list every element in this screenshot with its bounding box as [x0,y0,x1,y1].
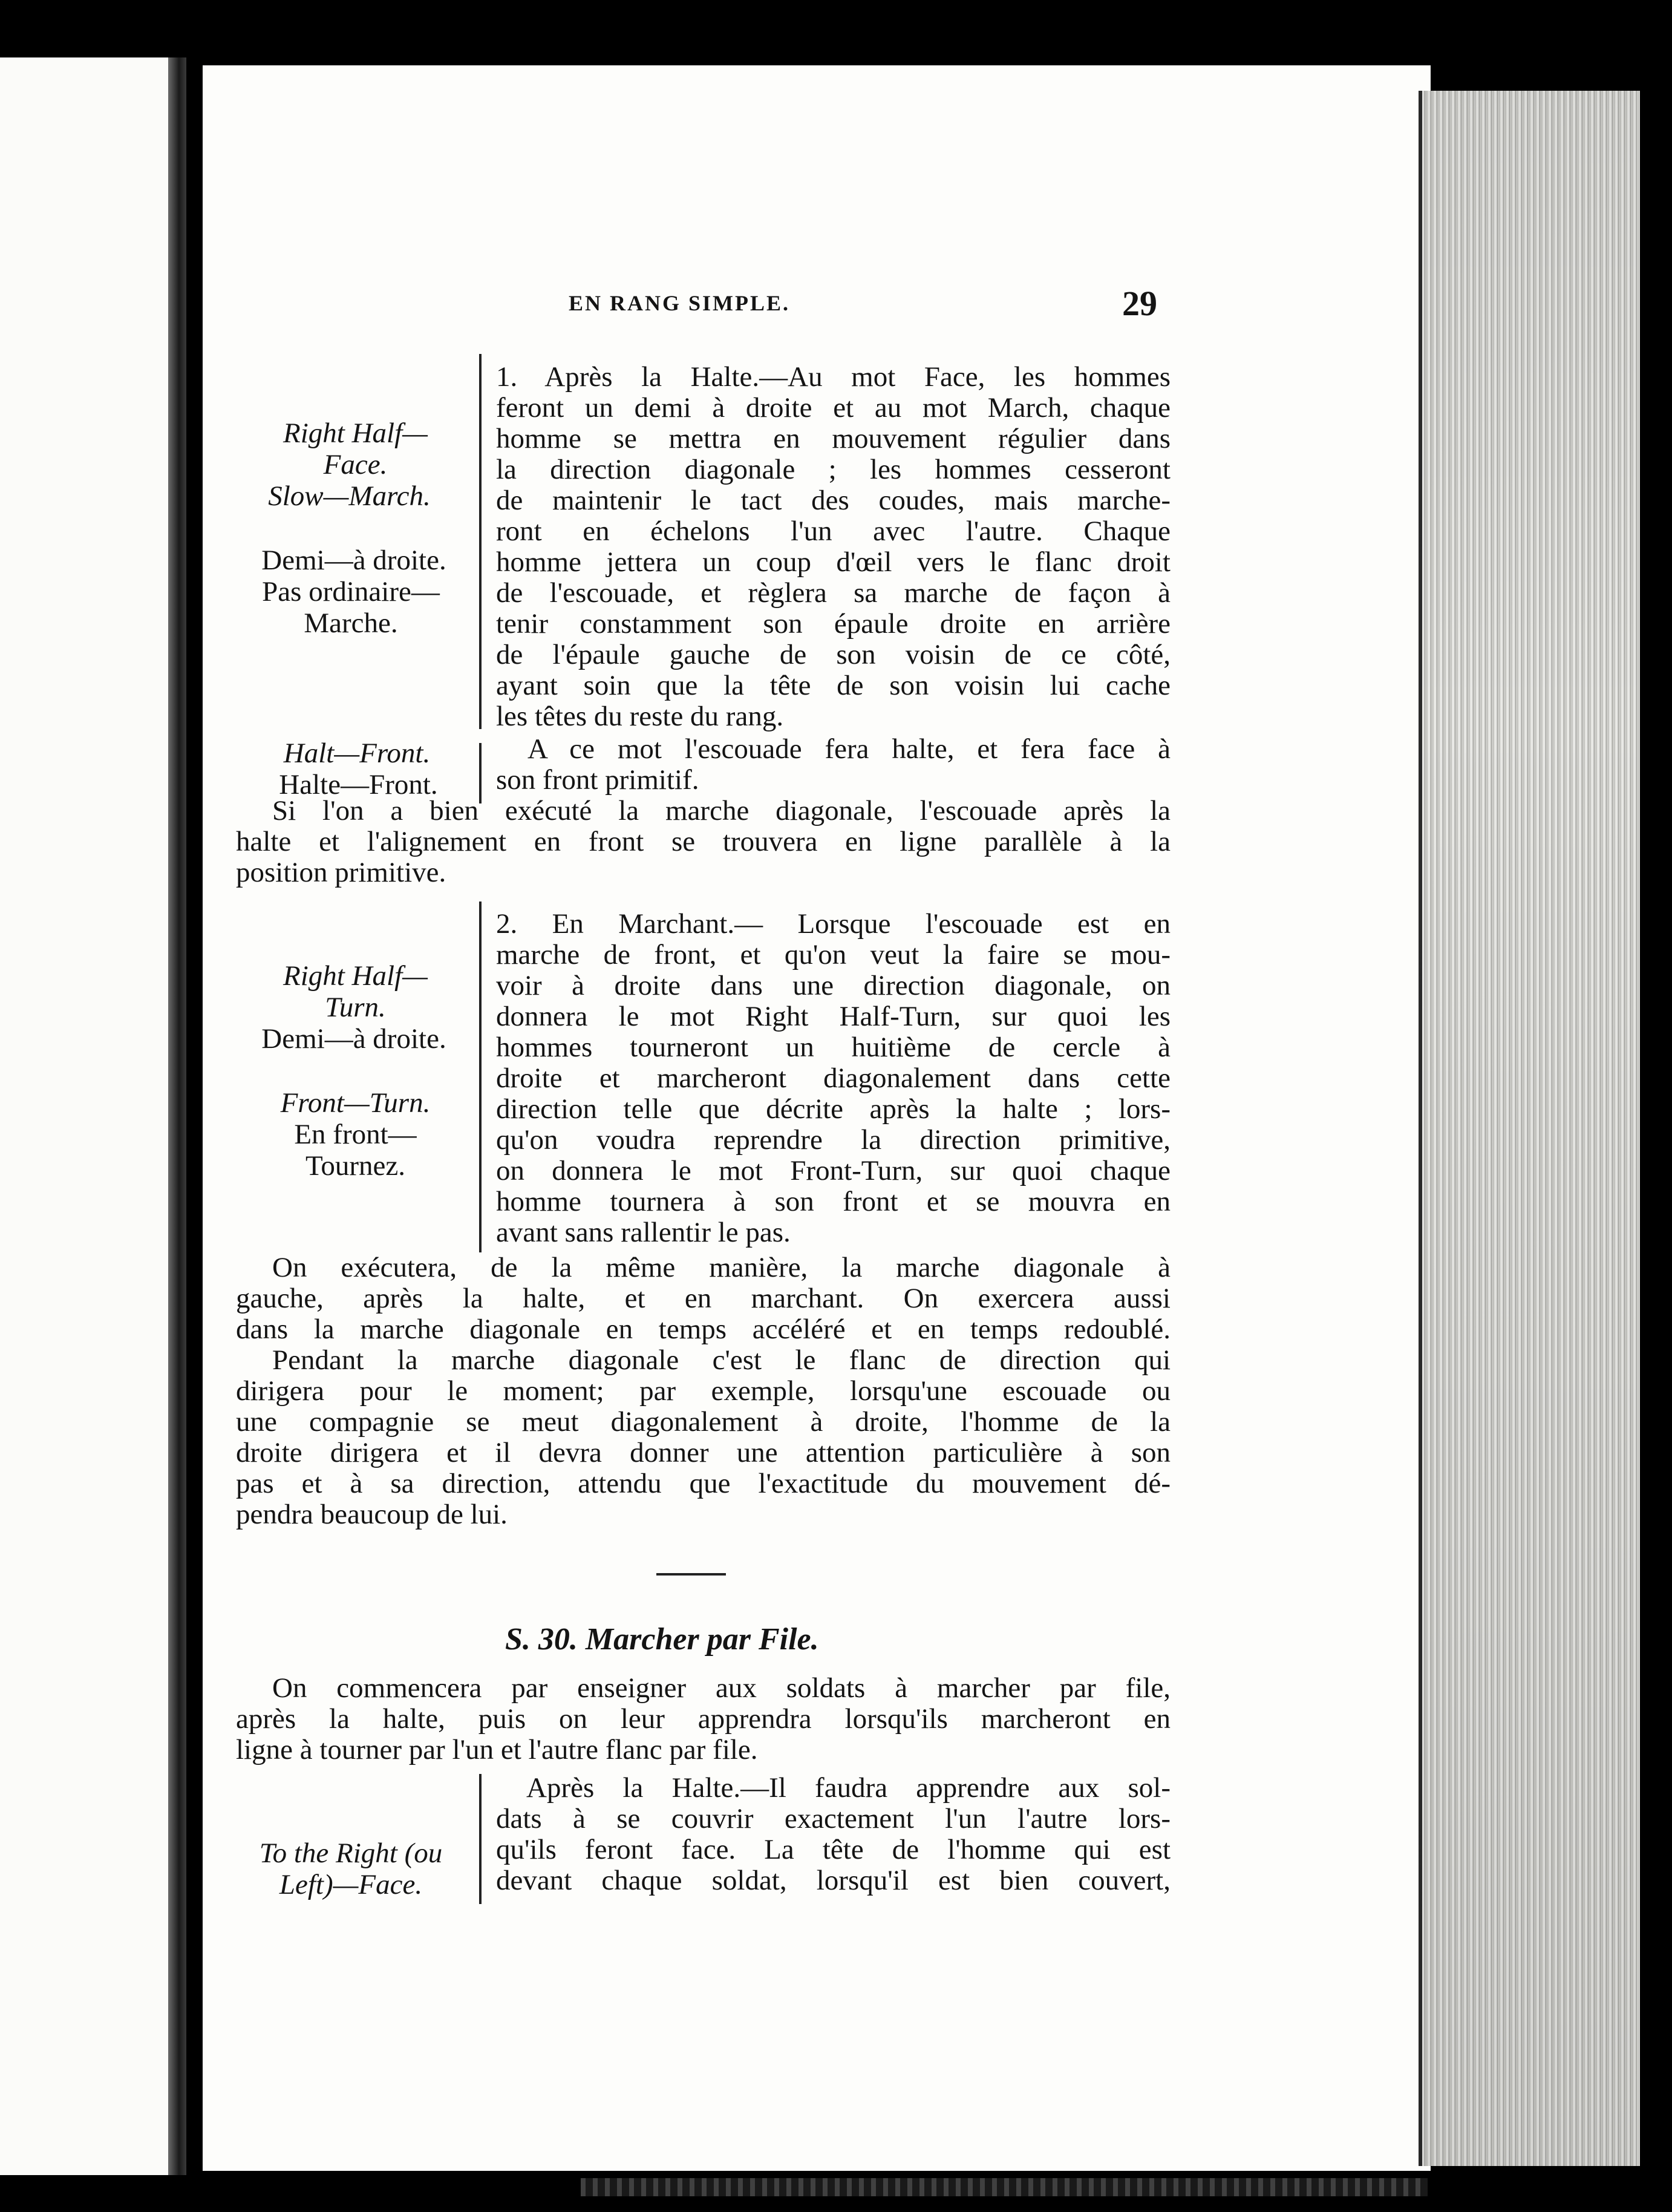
margin-note: Tournez. [305,1150,406,1182]
text-line: On commencera par enseigner aux soldats à marcher par file, [272,1672,1171,1704]
text-line: qu'on voudra reprendre la direction primitive, [496,1124,1171,1156]
text-line: dirigera pour le moment; par exemple, lorsqu'une escouade ou [236,1375,1171,1407]
previous-page [0,57,168,2175]
brace [479,901,497,1252]
text-line: ront en échelons l'un avec l'autre. Chaque [496,515,1171,547]
margin-note: En front— [294,1119,417,1150]
text-line: halte et l'alignement en front se trouvera en ligne parallèle à la [236,826,1171,857]
text-line: feront un demi à droite et au mot March, chaque [496,392,1171,424]
text-line: Après la Halte.—Il faudra apprendre aux sol- [526,1772,1171,1804]
margin-note: Slow—March. [268,480,431,512]
text-line: Pendant la marche diagonale c'est le flanc de direction qui [272,1344,1171,1376]
brace [479,354,497,729]
text-line: dats à se couvrir exactement l'un l'autre lors- [496,1803,1171,1834]
text-line: 2. En Marchant.— Lorsque l'escouade est en [496,908,1171,940]
running-head: EN RANG SIMPLE. [569,291,791,315]
paragraph-5-first [272,1252,1171,1283]
margin-note: Pas ordinaire— [262,576,440,607]
section-title: S. 30. Marcher par File. [505,1622,819,1657]
margin-note: Front—Turn. [280,1087,431,1119]
text-line: de l'épaule gauche de son voisin de ce côté, [496,639,1171,670]
text-line: marche de front, et qu'on veut la faire se mou- [496,939,1171,970]
margin-note: Demi—à droite. [261,1023,446,1055]
text-line: droite dirigera et il devra donner une attention particulière à son [236,1437,1171,1468]
margin-note: Right Half— [283,960,428,992]
text-line: la direction diagonale ; les hommes cesseront [496,454,1171,485]
text-line: pas et à sa direction, attendu que l'exactitude du mouvement dé- [236,1468,1171,1499]
margin-note: Face. [323,449,388,480]
paragraph-7-first [272,1673,1171,1704]
paragraph-5 [236,1283,1171,1345]
text-line: Si l'on a bien exécuté la marche diagonale, l'escouade après la [272,795,1171,826]
bottom-edge-shadow [581,2178,1428,2196]
text-line: après la halte, puis on leur apprendra lorsqu'ils marcheront en [236,1703,1171,1735]
text-line: A ce mot l'escouade fera halte, et fera face à [527,733,1171,765]
text-line: les têtes du reste du rang. [496,701,784,732]
text-line: tenir constamment son épaule droite en arrière [496,608,1171,640]
text-line: gauche, après la halte, et en marchant. On exercera aussi [236,1283,1171,1314]
gutter-shadow [168,57,186,2175]
paragraph-2 [527,734,1171,765]
text-line: voir à droite dans une direction diagonale, on [496,970,1171,1001]
text-line: on donnera le mot Front-Turn, sur quoi chaque [496,1155,1171,1186]
text-line: 1. Après la Halte.—Au mot Face, les hommes [496,361,1171,393]
text-line: homme se mettra en mouvement régulier dans [496,423,1171,454]
text-line: son front primitif. [496,764,699,796]
text-line: pendra beaucoup de lui. [236,1499,508,1530]
text-line: dans la marche diagonale en temps accéléré et en temps redoublé. [236,1314,1171,1345]
margin-note: Marche. [304,607,398,639]
paragraph-3-first [272,796,1171,826]
section-divider [656,1573,726,1576]
brace [479,1774,497,1904]
text-line: On exécutera, de la même manière, la marche diagonale à [272,1252,1171,1283]
brace [479,743,497,803]
text-line: donnera le mot Right Half-Turn, sur quoi les [496,1001,1171,1032]
text-line: ligne à tourner par l'un et l'autre flanc par file. [236,1734,758,1765]
text-line: une compagnie se meut diagonalement à droite, l'homme de la [236,1406,1171,1438]
margin-note: Turn. [325,992,386,1023]
paragraph-1 [496,362,1171,732]
text-line: droite et marcheront diagonalement dans cette [496,1062,1171,1094]
text-line: hommes tourneront un huitième de cercle à [496,1032,1171,1063]
text-line: de l'escouade, et règlera sa marche de façon à [496,577,1171,609]
text-line: ayant soin que la tête de son voisin lui cache [496,670,1171,701]
text-line: devant chaque soldat, lorsqu'il est bien couvert, [496,1865,1171,1896]
margin-note: Halt—Front. [283,738,431,769]
paragraph-2-end [496,765,1171,796]
margin-note: To the Right (ou [259,1837,443,1869]
text-line: de maintenir le tact des coudes, mais marche- [496,485,1171,516]
paragraph-6-first [272,1345,1171,1376]
text-line: homme tournera à son front et se mouvra en [496,1186,1171,1217]
text-line: homme jettera un coup d'œil vers le flanc droit [496,546,1171,578]
page-edges-shade [1419,91,1636,2166]
paragraph-8 [496,1804,1171,1896]
text-line: avant sans rallentir le pas. [496,1217,791,1248]
paragraph-7 [236,1704,1171,1765]
margin-note: Demi—à droite. [261,545,446,576]
page-number: 29 [1122,284,1157,323]
margin-note: Right Half— [283,417,428,449]
text-line: qu'ils feront face. La tête de l'homme qui est [496,1834,1171,1865]
text-line: direction telle que décrite après la halte ; lors- [496,1093,1171,1125]
paragraph-3 [236,826,1171,888]
paragraph-8-first [526,1773,1171,1804]
paragraph-4 [496,909,1171,1248]
margin-note: Halte—Front. [279,769,438,800]
text-line: position primitive. [236,857,446,888]
paragraph-6 [236,1376,1171,1530]
margin-note: Left)—Face. [279,1869,423,1900]
